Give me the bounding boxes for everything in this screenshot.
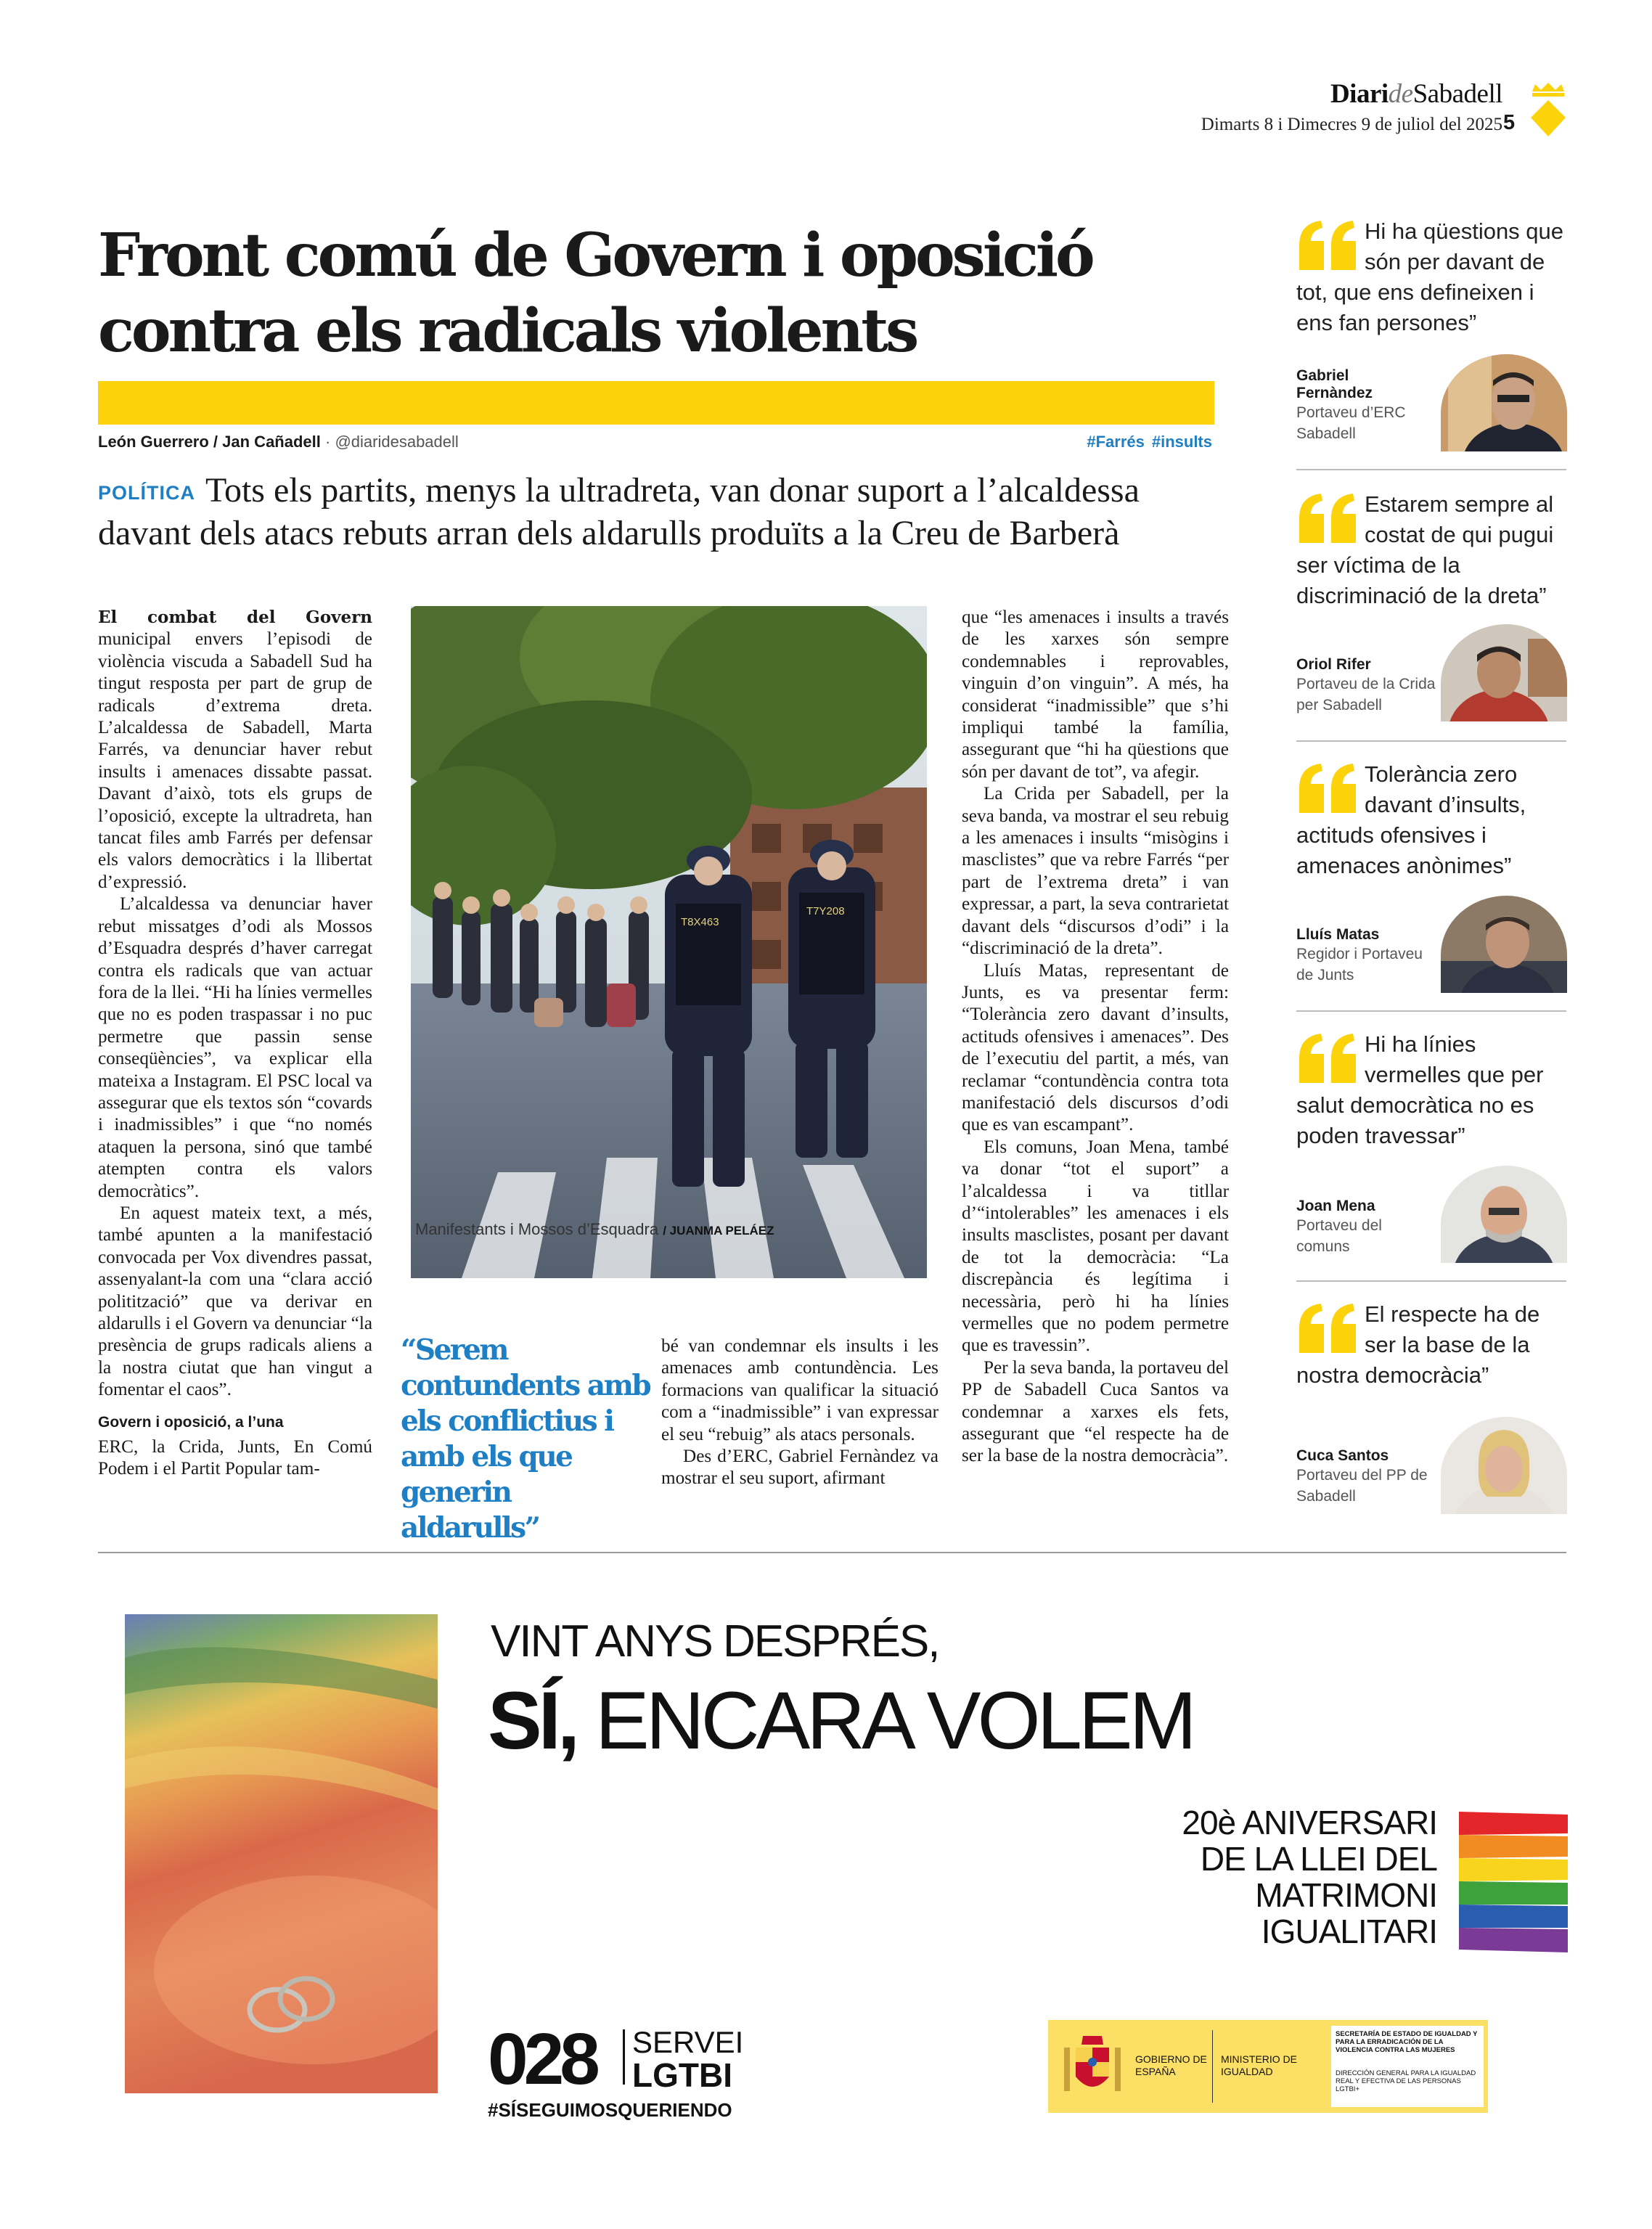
ad-anniversary-text: 20è ANIVERSARI DE LA LLEI DEL MATRIMONI IGUALITARI	[1182, 1804, 1437, 1950]
subheadline: POLÍTICA Tots els partits, menys la ultradreta, van donar suport a l’alcaldessa davant dels atacs rebuts arran dels aldarulls produïts a la Creu de Barberà	[98, 471, 1140, 552]
paragraph: Per la seva banda, la portaveu del PP de Sabadell Cuca Santos va condemnar a xarxes els fets, assegurant que “el respecte ha de ser la base de la nostra democràcia”.	[962, 1357, 1229, 1466]
service-label: SERVEI	[632, 2025, 744, 2059]
hashtag[interactable]: #insults	[1151, 433, 1212, 451]
headline: Front comú de Govern i oposició contra els radicals violents	[98, 221, 1092, 366]
quote-mark-icon	[1296, 1029, 1360, 1086]
quote-mark-icon	[1296, 216, 1360, 273]
article-column-1: El combat del Govern municipal envers l’episodi de violència viscuda a Sabadell Sud ha tingut resposta per part de grup de radicals d’extrema dreta. L’alcaldessa de Sabadell, Marta Farrés, va denunciar haver rebut insults i amenaces dissabte passat. Davant d’això, tots els grups de l’oposició, excepte la ultradreta, han tancat files amb Farrés per defensar els valors democràtics i la llibertat d’expressió. L’alcaldessa va denunciar haver rebut missatges d’odi als Mossos d’Esquadra després d’haver carregat contra els radicals que van actuar fora de la llei. “Hi ha línies vermelles que no es poden traspassar i no puc permetre que passin sense conseqüències”, va explicar ella mateixa a Instagram. El PSC local va assegurar que els textos són “covards i inadmissibles” i que “no només ataquen la persona, sinó que també atempten contra els valors democràtics”. En aquest mateix text, a més, també apunten a la manifestació convocada per Vox divendres passat, assenyalant-la com una “clara acció politització” que va derivar en aldarulls i el Govern va denunciar “la presència de grups radicals aliens a la nostra ciutat que han vingut a fomentar el caos”. Govern i oposició, a l’una ERC, la Crida, Junts, En Comú Podem i el Partit Popular tam-	[98, 607, 372, 1481]
byline: León Guerrero / Jan Cañadell · @diaridesabadell	[98, 433, 459, 451]
section-label: POLÍTICA	[98, 482, 195, 504]
quote-mark-icon	[1296, 759, 1360, 816]
service-label: LGTBI	[632, 2056, 732, 2094]
paragraph: En aquest mateix text, a més, també apunten a la manifestació convocada per Vox divendres passat, assenyalant-la com una “clara acció politització” que va derivar en aldarulls i el Govern va denunciar “la presència de grups radicals aliens a la nostra ciutat que han vingut a fomentar el caos”.	[98, 1203, 372, 1400]
quote-attribution: Lluís Matas Regidor i Portaveu de Junts	[1296, 926, 1423, 983]
hashtags	[1079, 433, 1212, 451]
spain-coat-of-arms-icon	[1061, 2033, 1124, 2100]
sidebar-quote: Estarem sempre al costat de qui pugui ser víctima de la discriminació de la dreta”	[1296, 489, 1566, 611]
article-column-2	[661, 1336, 939, 1490]
section-subheading: Govern i oposició, a l’una	[98, 1413, 284, 1431]
hashtag[interactable]: #Farrés	[1087, 433, 1145, 451]
quote-attribution: Oriol Rifer Portaveu de la Crida per Sabadell	[1296, 656, 1436, 713]
quote-attribution: Gabriel Fernàndez Portaveu d’ERC Sabadell	[1296, 367, 1406, 442]
divider	[1296, 1280, 1566, 1282]
twitter-handle[interactable]: @diaridesabadell	[335, 433, 459, 451]
paragraph: que “les amenaces i insults a través de les xarxes són sempre condemnables i reprovables, vinguin d’on vinguin”. A més, ha considerat “inadmissible” que s’hi impliqui també la família, assegurant que “hi ha qüestions que són per davant de tot”, va afegir.	[962, 608, 1229, 782]
ad-tagline: VINT ANYS DESPRÉS,	[491, 1616, 939, 1666]
paragraph: Des d’ERC, Gabriel Fernàndez va mostrar el seu suport, afirmant	[661, 1447, 939, 1489]
divider	[98, 1552, 1566, 1553]
paragraph: ERC, la Crida, Junts, En Comú Podem i el Partit Popular tam-	[98, 1437, 372, 1479]
rainbow-flag-icon	[1459, 1812, 1568, 1952]
city-crest-icon	[1526, 81, 1570, 139]
divider	[623, 2029, 625, 2085]
photo-caption: Manifestants i Mossos d’Esquadra / JUANMA PELÁEZ	[415, 1220, 774, 1238]
divider	[1296, 740, 1566, 742]
paragraph: La Crida per Sabadell, per la seva banda, va mostrar el seu rebuig a les amenaces i insults “misògins i masclistes” que va rebre Farrés “per part de l’extrema dreta” i van expressar, a part, la seva contrarietat davant dels “discursos d’odi” i la “discriminació de la dreta”.	[962, 784, 1229, 959]
paragraph: L’alcaldessa va denunciar haver rebut missatges d’odi als Mossos d’Esquadra després d’haver carregat contra els radicals que van actuar fora de la llei. “Hi ha línies vermelles que no es poden traspassar i no puc permetre que passin sense conseqüències”, va explicar ella mateixa a Instagram. El PSC local va assegurar que els textos són “covards i inadmissibles” i que “no només ataquen la persona, sinó que també atempten contra els valors democràtics”.	[98, 894, 372, 1201]
article-column-3	[962, 607, 1229, 1468]
sidebar-quote: El respecte ha de ser la base de la nostra democràcia”	[1296, 1299, 1566, 1391]
photo-credit: / JUANMA PELÁEZ	[663, 1224, 774, 1238]
sidebar-quote: Hi ha línies vermelles que per salut democràtica no es poden travessar”	[1296, 1029, 1566, 1151]
quote-attribution: Cuca Santos Portaveu del PP de Sabadell	[1296, 1447, 1428, 1505]
quote-attribution: Joan Mena Portaveu del comuns	[1296, 1198, 1382, 1255]
ad-hashtag: #SÍSEGUIMOSQUERIENDO	[488, 2099, 732, 2121]
news-photo	[411, 606, 927, 1278]
sidebar-quote: Tolerància zero davant d’insults, actituds ofensives i amenaces anònimes”	[1296, 759, 1566, 881]
vest-label: T7Y208	[806, 905, 845, 917]
helpline-number: 028	[488, 2019, 596, 2100]
ad-rainbow-fabric-image	[125, 1614, 438, 2093]
divider	[1296, 1010, 1566, 1012]
pull-quote: “Serem contundents amb els conflictius i amb els que generin aldarulls”	[401, 1333, 650, 1545]
masthead-brand: DiarideSabadell	[1330, 79, 1502, 109]
vest-label: T8X463	[681, 916, 719, 928]
quote-mark-icon	[1296, 1299, 1360, 1356]
issue-date: Dimarts 8 i Dimecres 9 de juliol del 2025	[1201, 115, 1502, 134]
yellow-banner-bar	[98, 381, 1214, 425]
ad-headline: SÍ, ENCARA VOLEM	[488, 1675, 1193, 1766]
divider	[1296, 469, 1566, 470]
government-logo: GOBIERNO DE ESPAÑA MINISTERIO DE IGUALDAD SECRETARÍA DE ESTADO DE IGUALDAD Y PARA LA ERRADICACIÓN DE LA VIOLENCIA CONTRA LAS MUJERES DIRECCIÓN GENERAL PARA LA IGUALDAD REAL Y EFECTIVA DE LAS PERSONAS LGTBI+	[1048, 2020, 1488, 2113]
paragraph: Lluís Matas, representant de Junts, es va presentar ferm: “Tolerància zero davant d’insults, actituds ofensives i amenaces”. Des de l’executiu del partit, a més, van reclamar “contundència contra tota manifestació dels discursos d’odi que es van escampant”.	[962, 960, 1229, 1135]
paragraph: Els comuns, Joan Mena, també va donar “tot el suport” a l’alcaldessa i va titllar d’“intolerables” les amenaces i els insults masclistes, posant per davant de tot la democràcia: “La discrepància és legítima i necessària, però hi ha línies vermelles que no podem permetre que es travessin”.	[962, 1137, 1229, 1356]
lead-in: El combat del Govern	[98, 608, 372, 627]
page-number: 5	[1503, 111, 1516, 134]
quote-mark-icon	[1296, 489, 1360, 546]
paragraph: bé van condemnar els insults i les amenaces amb contundència. Les formacions van qualificar la situació com a “inadmissible” i van expressar el seu “rebuig” als atacs personals.	[661, 1336, 939, 1444]
sidebar-quote: Hi ha qüestions que són per davant de tot, que ens defineixen i ens fan persones”	[1296, 216, 1566, 338]
